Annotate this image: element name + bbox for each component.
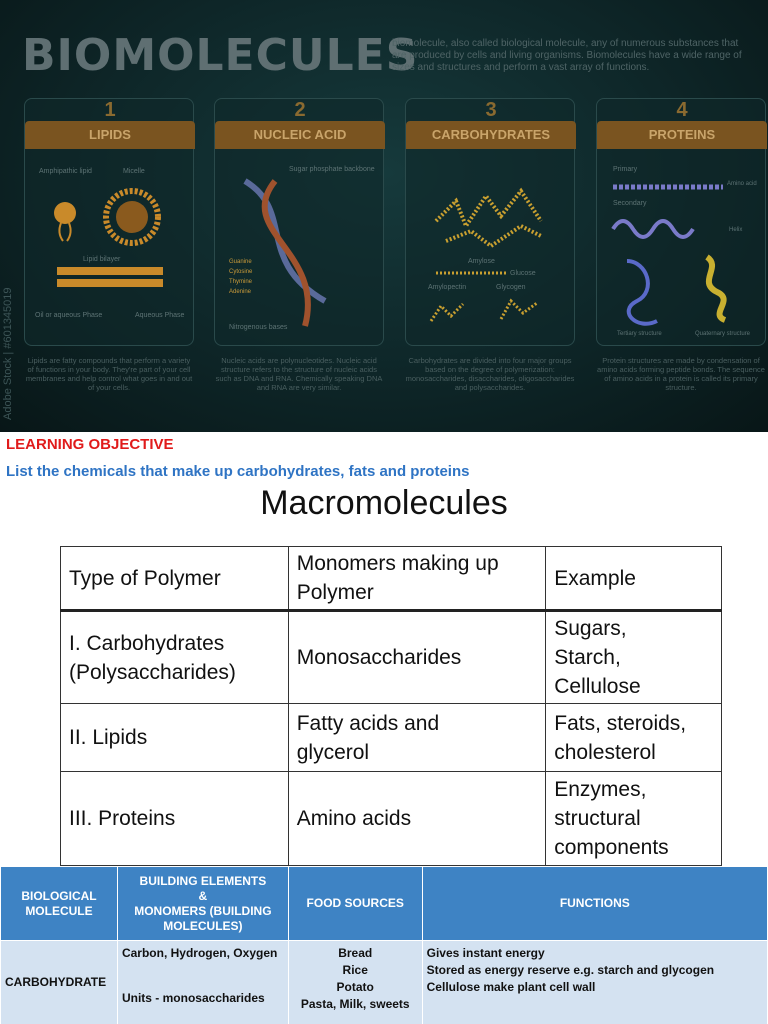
- label-amino-acid: Amino acid: [727, 181, 757, 187]
- label-adenine: Adenine: [229, 289, 252, 295]
- learning-objective-text: List the chemicals that make up carbohydrates, fats and proteins: [6, 463, 470, 480]
- header-functions: FUNCTIONS: [422, 867, 767, 941]
- label-glucose: Glucose: [510, 270, 536, 277]
- card-title: CARBOHYDRATES: [406, 121, 576, 149]
- table-header-row: [61, 547, 722, 611]
- lipid-illustration: [25, 151, 195, 343]
- carbohydrate-illustration: [406, 151, 576, 343]
- card-title: LIPIDS: [25, 121, 195, 149]
- learning-objective-heading: LEARNING OBJECTIVE: [6, 436, 174, 453]
- card-lipids: [24, 98, 194, 346]
- cell-molecule: CARBOHYDRATE: [1, 941, 118, 1024]
- card-number: 1: [104, 99, 116, 121]
- card-number: 3: [485, 99, 497, 121]
- cell-type: II. Lipids: [61, 704, 289, 772]
- cell-example: Fats, steroids, cholesterol: [546, 704, 722, 772]
- infographic-description: biomolecule, also called biological molecule, any of numerous substances that are produced by cells and living organisms. Biomolecules have a wide range of sizes and structures and perform a vast array of functions.: [392, 38, 742, 73]
- label-amphipathic: Amphipathic lipid: [39, 168, 92, 175]
- label-helix: Helix: [729, 227, 743, 233]
- label-oil-phase: Oil or aqueous Phase: [35, 312, 103, 319]
- label-primary: Primary: [613, 166, 638, 173]
- label-guanine: Guanine: [229, 259, 252, 265]
- card-title: NUCLEIC ACID: [215, 121, 385, 149]
- header-food-sources: FOOD SOURCES: [288, 867, 422, 941]
- label-quaternary: Quaternary structure: [695, 331, 751, 337]
- infographic-title: BIOMOLECULES: [22, 30, 419, 81]
- label-micelle: Micelle: [123, 168, 145, 175]
- macromolecules-title: Macromolecules: [260, 484, 508, 522]
- label-cytosine: Cytosine: [229, 269, 253, 275]
- card-caption-proteins: Protein structures are made by condensation of amino acids forming peptide bonds. The sequence of amino acids in a protein is called its primary structure.: [597, 356, 765, 392]
- card-nucleic-acid: [214, 98, 384, 346]
- cell-example: Sugars, Starch, Cellulose: [546, 611, 722, 704]
- label-glycogen: Glycogen: [496, 284, 526, 291]
- cell-food-sources: Bread Rice Potato Pasta, Milk, sweets: [288, 941, 422, 1024]
- label-backbone: Sugar phosphate backbone: [289, 166, 375, 173]
- card-caption-carbs: Carbohydrates are divided into four major groups based on the degree of polymerization: monosaccharides, disaccharides, oligosaccharides and polysaccharides.: [405, 356, 575, 392]
- label-amylose: Amylose: [468, 258, 495, 265]
- label-aqueous-phase: Aqueous Phase: [135, 312, 185, 319]
- card-number: 4: [676, 99, 688, 121]
- cell-type: III. Proteins: [61, 772, 289, 866]
- cell-monomers: Monosaccharides: [288, 611, 546, 704]
- header-building-elements: BUILDING ELEMENTS & MONOMERS (BUILDING MOLECULES): [117, 867, 288, 941]
- biological-molecules-table: [0, 866, 768, 1024]
- card-proteins: [596, 98, 766, 346]
- cell-elements: Carbon, Hydrogen, Oxygen Units - monosaccharides: [117, 941, 288, 1024]
- header-example: Example: [546, 547, 722, 611]
- label-tertiary: Tertiary structure: [617, 331, 662, 337]
- header-biological-molecule: BIOLOGICAL MOLECULE: [1, 867, 118, 941]
- table-header-row: [1, 867, 768, 941]
- cell-monomers: Amino acids: [288, 772, 546, 866]
- header-monomers: Monomers making up Polymer: [288, 547, 546, 611]
- label-bilayer: Lipid bilayer: [83, 256, 121, 263]
- table-row: [61, 704, 722, 772]
- card-caption-nucleic: Nucleic acids are polynucleotides. Nucleic acid structure refers to the structure of nucleic acids such as DNA and RNA. Chemically speaking DNA and RNA are very similar.: [215, 356, 383, 392]
- header-type: Type of Polymer: [61, 547, 289, 611]
- card-number: 2: [294, 99, 306, 121]
- card-caption-lipids: Lipids are fatty compounds that perform a variety of functions in your body. They're part of your cell membranes and help control what goes in and out of your cells.: [25, 356, 193, 392]
- stock-watermark: Adobe Stock | #601345019: [2, 287, 14, 420]
- card-carbohydrates: [405, 98, 575, 346]
- dna-illustration: [215, 151, 385, 343]
- cell-functions: Gives instant energy Stored as energy reserve e.g. starch and glycogen Cellulose make plant cell wall: [422, 941, 767, 1024]
- cell-type: I. Carbohydrates (Polysaccharides): [61, 611, 289, 704]
- biomolecules-infographic: [0, 0, 768, 432]
- label-amylopectin: Amylopectin: [428, 284, 467, 291]
- cell-monomers: Fatty acids and glycerol: [288, 704, 546, 772]
- cell-example: Enzymes, structural components: [546, 772, 722, 866]
- label-bases: Nitrogenous bases: [229, 324, 288, 331]
- label-secondary: Secondary: [613, 200, 647, 207]
- protein-illustration: [597, 151, 767, 343]
- table-row: [1, 941, 768, 1024]
- label-thymine: Thymine: [229, 279, 253, 285]
- macromolecules-table: [60, 546, 722, 866]
- card-title: PROTEINS: [597, 121, 767, 149]
- table-row: [61, 611, 722, 704]
- table-row: [61, 772, 722, 866]
